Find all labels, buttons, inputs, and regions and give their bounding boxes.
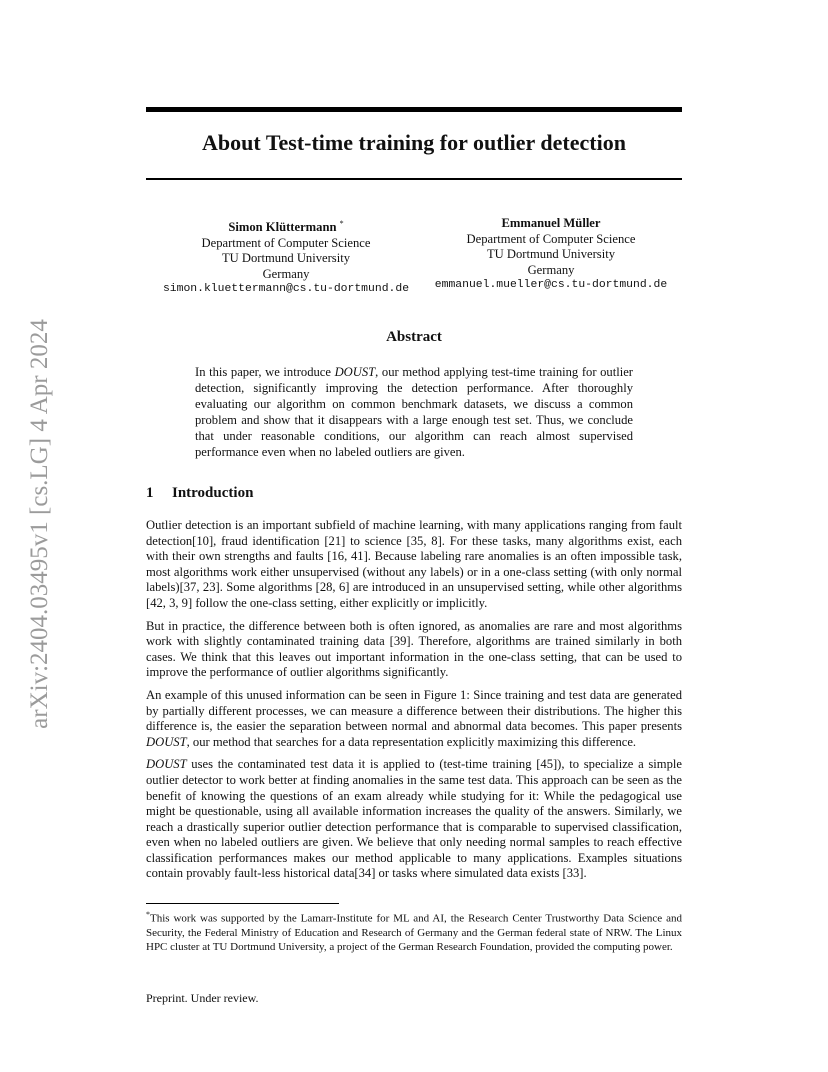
paragraph: An example of this unused information can be seen in Figure 1: Since training and test data are generated by partially different processes, we can measure a difference between their distributions. The higher this difference is, the easier the separation between normal and abnormal data becomes. This paper presents DOUST, our method that searches for a data representation explicitly maximizing this difference.	[146, 687, 682, 749]
abstract-heading: Abstract	[386, 329, 442, 345]
section-heading	[146, 485, 253, 502]
author-department: Department of Computer Science	[201, 235, 371, 250]
author-university: TU Dortmund University	[486, 247, 616, 261]
author-name: Simon Klüttermann *	[228, 219, 344, 235]
title-top-rule	[146, 107, 682, 112]
section-number: 1	[146, 485, 154, 501]
author-country: Germany	[262, 266, 310, 281]
author-email[interactable]: simon.kluettermann@cs.tu-dortmund.de	[162, 283, 410, 296]
paper-title: About Test-time training for outlier detection	[202, 130, 626, 155]
paragraph: DOUST uses the contaminated test data it is applied to (test-time training [45]), to specialize a simple outlier detector to work better at finding anomalies in the same test data. This approach can be seen as the benefit of knowing the questions of an exam already while studying for it: While the pedagogical use might be questionable, using all available information increases the quality of the answers. Similarly, we reach a drastically superior outlier detection performance that is comparable to supervised classification, even when no labeled outliers are given. We believe that only needing normal samples to reach effective classification performances makes our method applicable to many applications. Examples situations contain provably fault-less historical data[34] or tasks where simulated data exists [33].	[146, 757, 682, 881]
author-university: TU Dortmund University	[221, 251, 351, 266]
method-name: DOUST	[146, 757, 187, 772]
abstract-text: In this paper, we introduce DOUST, our method applying test-time training for outlier detection, significantly improving the detection performance. After thoroughly evaluating our algorithm on common benchmark datasets, we discuss a common problem and show that it disappears with a large enough test set. Thus, we conclude that under reasonable conditions, our algorithm can reach almost supervised performance even when no labeled outliers are given.	[195, 365, 633, 459]
preprint-note: Preprint. Under review.	[146, 991, 259, 1005]
author-block-2	[425, 216, 677, 294]
author-footnote-marker: *	[339, 219, 344, 228]
footnote: *This work was supported by the Lamarr-Institute for ML and AI, the Research Center Trustworthy Data Science and Security, the Federal Ministry of Education and Research of Germany and the German federal state of NRW. The Linux HPC cluster at TU Dortmund University, a project of the German Research Foundation, provided the computing power.	[146, 910, 682, 954]
author-block-1	[150, 216, 422, 298]
paragraph: But in practice, the difference between both is often ignored, as anomalies are rare and most algorithms work with slightly contaminated training data [39]. Therefore, algorithms are trained similarly in both cases. We think that this leaves out important information in the one-class setting, that can be used to improve the performance of outlier algorithms significantly.	[146, 618, 682, 680]
author-name: Emmanuel Müller	[501, 216, 601, 230]
section-title: Introduction	[172, 485, 254, 501]
section-body	[146, 518, 682, 889]
author-country: Germany	[527, 262, 575, 277]
title-bottom-rule	[146, 178, 682, 180]
footnote-marker: *	[146, 910, 150, 919]
author-email[interactable]: emmanuel.mueller@cs.tu-dortmund.de	[434, 279, 668, 291]
arxiv-sidebar-stamp: arXiv:2404.03495v1 [cs.LG] 4 Apr 2024	[26, 319, 53, 729]
paragraph: Outlier detection is an important subfield of machine learning, with many applications ranging from fault detection[10], fraud identification [21] to science [35, 8]. For these tasks, many algorithms exist, each with their own strengths and faults [16, 41]. Because labeling rare anomalies is an often impossible task, most algorithms work either unsupervised (without any labels) or in a one-class setting (with only normal labels)[37, 23]. Some algorithms [28, 6] are introduced in an unsupervised setting, while other algorithms [42, 3, 9] follow the one-class setting, either explicitly or implicitly.	[146, 518, 682, 610]
footnote-rule	[146, 903, 339, 904]
method-name: DOUST	[146, 734, 187, 749]
author-department: Department of Computer Science	[466, 231, 636, 246]
method-name: DOUST	[334, 365, 376, 379]
